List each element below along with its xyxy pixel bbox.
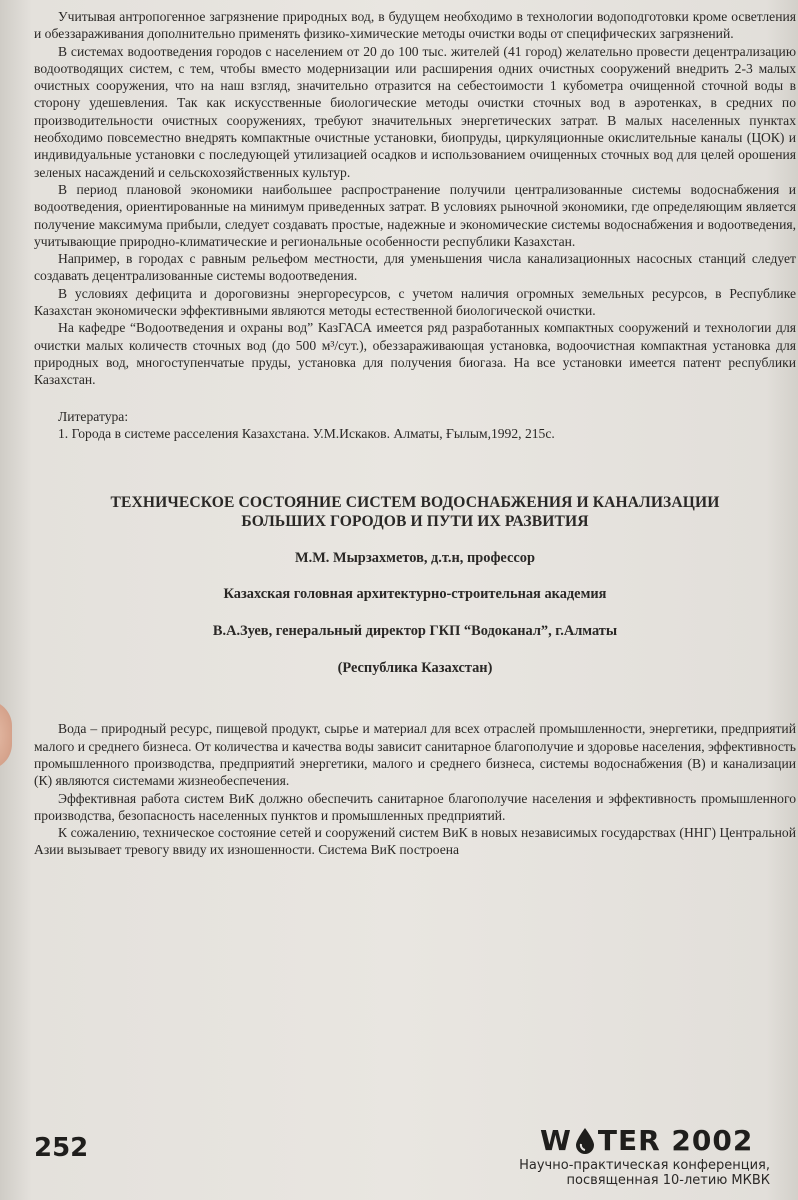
thumb: [0, 700, 12, 770]
author-2: В.А.Зуев, генеральный директор ГКП “Водоканал”, г.Алматы: [212, 622, 618, 639]
conference-caption: [500, 1158, 770, 1188]
literature-item: 1. Города в системе расселения Казахстана. У.М.Искаков. Алматы, Ғылым,1992, 215с.: [58, 425, 555, 441]
literature: [58, 408, 796, 443]
paragraph: К сожалению, техническое состояние сетей и сооружений систем ВиК в новых независимых государствах (ННГ) Центральной Азии вызывает тревогу ввиду их изношенности. Система ВиК построена: [34, 825, 796, 858]
page-number: 252: [34, 1133, 89, 1163]
article-title-line: БОЛЬШИХ ГОРОДОВ И ПУТИ ИХ РАЗВИТИЯ: [241, 513, 589, 531]
article-title-line: ТЕХНИЧЕСКОЕ СОСТОЯНИЕ СИСТЕМ ВОДОСНАБЖЕНИЯ И КАНАЛИЗАЦИИ: [110, 494, 720, 512]
author-1: М.М. Мырзахметов, д.т.н, профессор: [295, 550, 535, 567]
article-title: [34, 493, 796, 531]
paragraph: Например, в городах с равным рельефом местности, для уменьшения числа канализационных насосных станций следует создавать децентрализованные системы водоотведения.: [34, 251, 796, 284]
conference-line: посвященная 10-летию МКВК: [566, 1173, 770, 1188]
paragraph: На кафедре “Водоотведения и охраны вод” КазГАСА имеется ряд разработанных компактных сооружений и технологии для очистки малых количеств сточных вод (до 500 м³/сут.), обеззараживающая установка, водоочистная компактная установка для природных вод, многоступенчатые пруды, установка для получения биогаза. На все установки имеется патент республики Казахстан.: [34, 320, 796, 388]
country: (Республика Казахстан): [337, 660, 493, 677]
water-drop-icon: [574, 1127, 596, 1155]
paragraph: Вода – природный ресурс, пищевой продукт, сырье и материал для всех отраслей промышленности, энергетики, предприятий малого и среднего бизнеса. От количества и качества воды зависит санитарное благополучие и здоровье населения, эффективность промышленного производства, предприятий энергетики, малого и среднего бизнеса, системы водоснабжения (В) и канализации (К) являются системами жизнеобеспечения.: [34, 721, 796, 789]
conference-line: Научно-практическая конференция,: [519, 1158, 770, 1173]
paragraph: В условиях дефицита и дороговизны энергоресурсов, с учетом наличия огромных земельных ресурсов, в Республике Казахстан экономически эффективными являются методы естественной биологической очистки.: [34, 285, 796, 319]
paragraph: Эффективная работа систем ВиК должно обеспечить санитарное благополучие населения и эффективность промышленного производства, безопасность населенных пунктов и промышленных предприятий.: [34, 790, 796, 823]
water-2002-logo: [540, 1124, 753, 1157]
paragraph: В период плановой экономики наибольшее распространение получили централизованные системы водоснабжения и водоотведения, ориентированные на минимум приведенных затрат. В условиях рыночной экономики, где определяющим является получение максимума прибыли, следует создавать простые, надежные и экономические системы водоснабжения и водоотведения, учитывающие природно-климатические и региональные особенности республики Казахстан.: [34, 181, 796, 249]
paragraph: Учитывая антропогенное загрязнение природных вод, в будущем необходимо в технологии водоподготовки кроме осветления и обеззараживания дополнительно применять физико-химические методы очистки воды от специфических загрязнений.: [34, 9, 796, 42]
literature-label: Литература:: [58, 408, 129, 424]
organization: Казахская головная архитектурно-строительная академия: [223, 586, 607, 603]
article-body: [34, 720, 796, 858]
logo-text-right: TER 2002: [597, 1124, 754, 1157]
paragraph: В системах водоотведения городов с населением от 20 до 100 тыс. жителей (41 город) желательно провести децентрализацию водоотводящих систем, с тем, чтобы вместо модернизации или расширения одних очистных сооружений внедрить 2-3 малых очистных сооружения, что на наш взгляд, значительно отразится на себестоимости 1 кубометра очищенной сточной воды в сторону удешевления. Так как искусственные биологические методы очистки сточных вод в аэротенках, в средних по производительности очистных сооружениях, требуют значительных энергетических затрат. В малых населенных пунктах необходимо повсеместно внедрять компактные очистные установки, биопруды, циркуляционные окислительные каналы (ЦОК) и индивидуальные установки с последующей утилизацией осадков и использованием очищенных сточных вод для целей орошения зеленых насаждений и сельскохозяйственных культур.: [34, 43, 796, 180]
page-text: [34, 8, 796, 859]
logo-text-left: W: [540, 1124, 572, 1157]
